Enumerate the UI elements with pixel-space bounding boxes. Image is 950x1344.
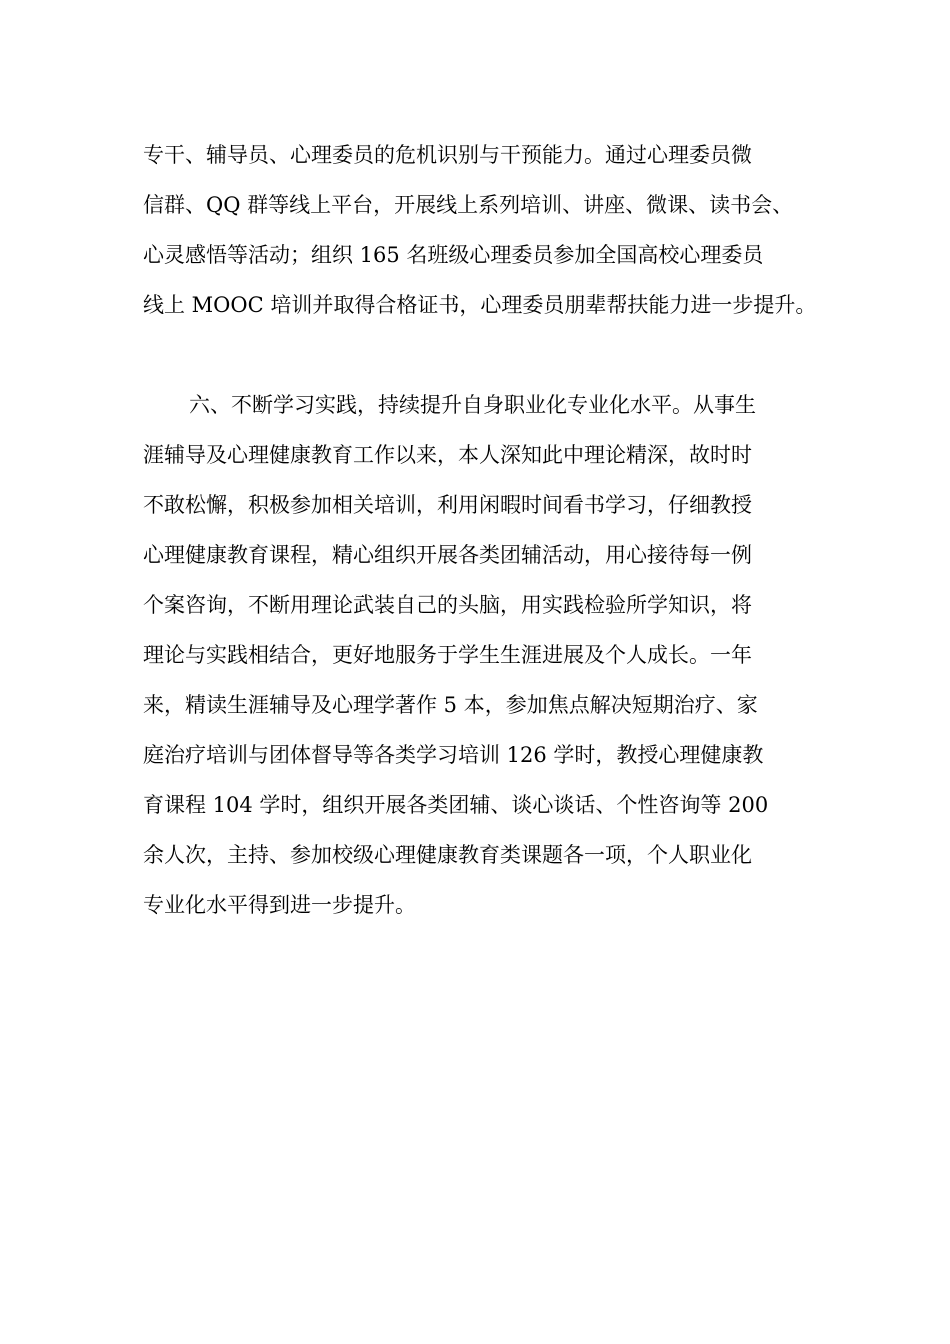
paragraph-first-line: 六、不断学习实践，持续提升自身职业化专业化水平。从事生 bbox=[189, 393, 756, 417]
paragraph-section-six bbox=[143, 380, 823, 930]
paragraph-line: 来，精读生涯辅导及心理学著作 5 本，参加焦点解决短期治疗、家 bbox=[143, 693, 758, 717]
paragraph-line: 信群、QQ 群等线上平台，开展线上系列培训、讲座、微课、读书会、 bbox=[143, 193, 794, 217]
paragraph-continuation bbox=[143, 130, 823, 330]
paragraph-line: 涯辅导及心理健康教育工作以来，本人深知此中理论精深，故时时 bbox=[143, 443, 752, 467]
paragraph-line: 庭治疗培训与团体督导等各类学习培训 126 学时，教授心理健康教 bbox=[143, 743, 764, 767]
paragraph-line: 育课程 104 学时，组织开展各类团辅、谈心谈话、个性咨询等 200 bbox=[143, 793, 769, 817]
paragraph-line: 线上 MOOC 培训并取得合格证书，心理委员朋辈帮扶能力进一步提升。 bbox=[143, 293, 817, 317]
paragraph-line: 专业化水平得到进一步提升。 bbox=[143, 893, 416, 917]
paragraph-line: 余人次，主持、参加校级心理健康教育类课题各一项，个人职业化 bbox=[143, 843, 752, 867]
paragraph-line: 不敢松懈，积极参加相关培训，利用闲暇时间看书学习，仔细教授 bbox=[143, 493, 752, 517]
paragraph-line: 心理健康教育课程，精心组织开展各类团辅活动，用心接待每一例 bbox=[143, 543, 752, 567]
paragraph-line: 心灵感悟等活动；组织 165 名班级心理委员参加全国高校心理委员 bbox=[143, 243, 764, 267]
paragraph-line: 个案咨询，不断用理论武装自己的头脑，用实践检验所学知识，将 bbox=[143, 593, 752, 617]
paragraph-line: 理论与实践相结合，更好地服务于学生生涯进展及个人成长。一年 bbox=[143, 643, 752, 667]
paragraph-line: 专干、辅导员、心理委员的危机识别与干预能力。通过心理委员微 bbox=[143, 143, 752, 167]
